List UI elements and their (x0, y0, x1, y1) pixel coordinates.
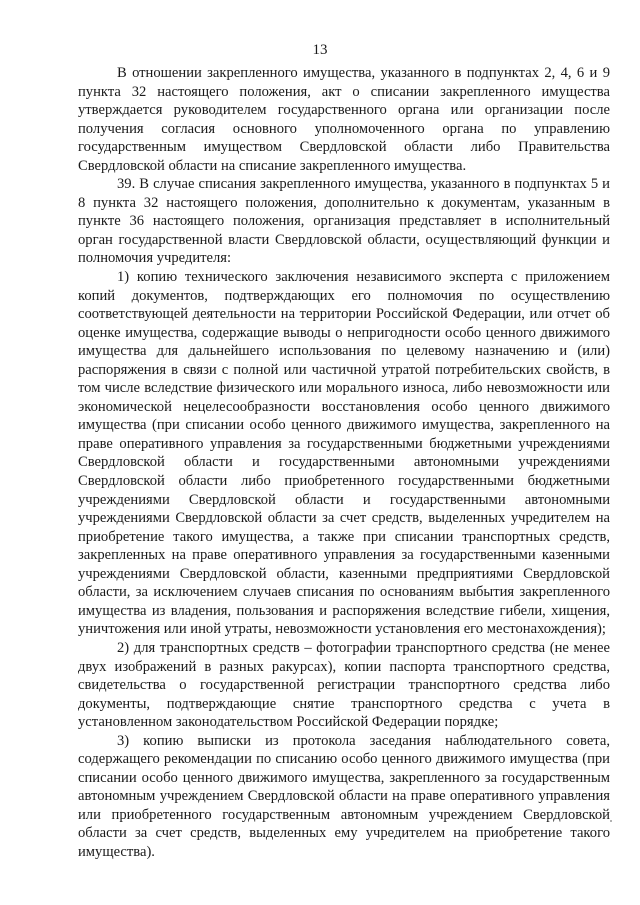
scan-dot (610, 820, 612, 822)
paragraph-subitem-1: 1) копию технического заключения независимого эксперта с приложением копий документов, подтверждающих его полномочия по осуществлению соответствующей деятельности на территории Российской Федерации, или отчет об оценке имущества, содержащие выводы о непригодности особо ценного движимого имущества для дальнейшего использования по целевому назначению и (или) распоряжения в связи с полной или частичной утратой потребительских свойств, в том числе вследствие физического или морального износа, либо невозможности или экономической нецелесообразности восстановления особо ценного движимого имущества (при списании особо ценного движимого имущества, закрепленного на праве оперативного управления за государственными бюджетными учреждениями Свердловской области и государственными автономными учреждениями Свердловской области либо приобретенного государственными бюджетными учреждениями Свердловской области и государственными автономными учреждениями Свердловской области за счет средств, выделенных учредителем на приобретение такого имущества, а также при списании транспортных средств, закрепленных на праве оперативного управления за государственными казенными учреждениями Свердловской области, казенными предприятиями Свердловской области, за исключением случаев списания по основаниям выбытия закрепленного имущества из владения, пользования и распоряжения вследствие гибели, хищения, уничтожения или иной утраты, невозможности установления его местонахождения); (78, 269, 610, 638)
document-body (78, 64, 610, 862)
paragraph-subitem-2: 2) для транспортных средств – фотографии транспортного средства (не менее двух изображений в разных ракурсах), копии паспорта транспортного средства, свидетельства о государственной регистрации транспортного средства либо документы, подтверждающие снятие транспортного средства с учета в установленном законодательством Российской Федерации порядке; (78, 639, 610, 731)
paragraph-subitem-3: 3) копию выписки из протокола заседания наблюдательного совета, содержащего рекомендации по списанию особо ценного движимого имущества (при списании особо ценного движимого имущества, закрепленного за государственным автономным учреждением Свердловской области на праве оперативного управления или приобретенного государственным автономным учреждением Свердловской области за счет средств, выделенных ему учредителем на приобретение такого имущества). (78, 732, 610, 860)
paragraph-item-39: 39. В случае списания закрепленного имущества, указанного в подпунктах 5 и 8 пункта 32 настоящего положения, дополнительно к документам, указанным в пункте 36 настоящего положения, организация представляет в исполнительный орган государственной власти Свердловской области, осуществляющий функции и полномочия учредителя: (78, 176, 610, 267)
paragraph-approval: В отношении закрепленного имущества, указанного в подпунктах 2, 4, 6 и 9 пункта 32 настоящего положения, акт о списании закрепленного имущества утверждается руководителем государственного органа или организации после получения согласия основного уполномоченного органа по управлению государственным имуществом Свердловской области либо Правительства Свердловской области на списание закрепленного имущества. (78, 65, 610, 174)
page-number: 13 (312, 42, 328, 58)
